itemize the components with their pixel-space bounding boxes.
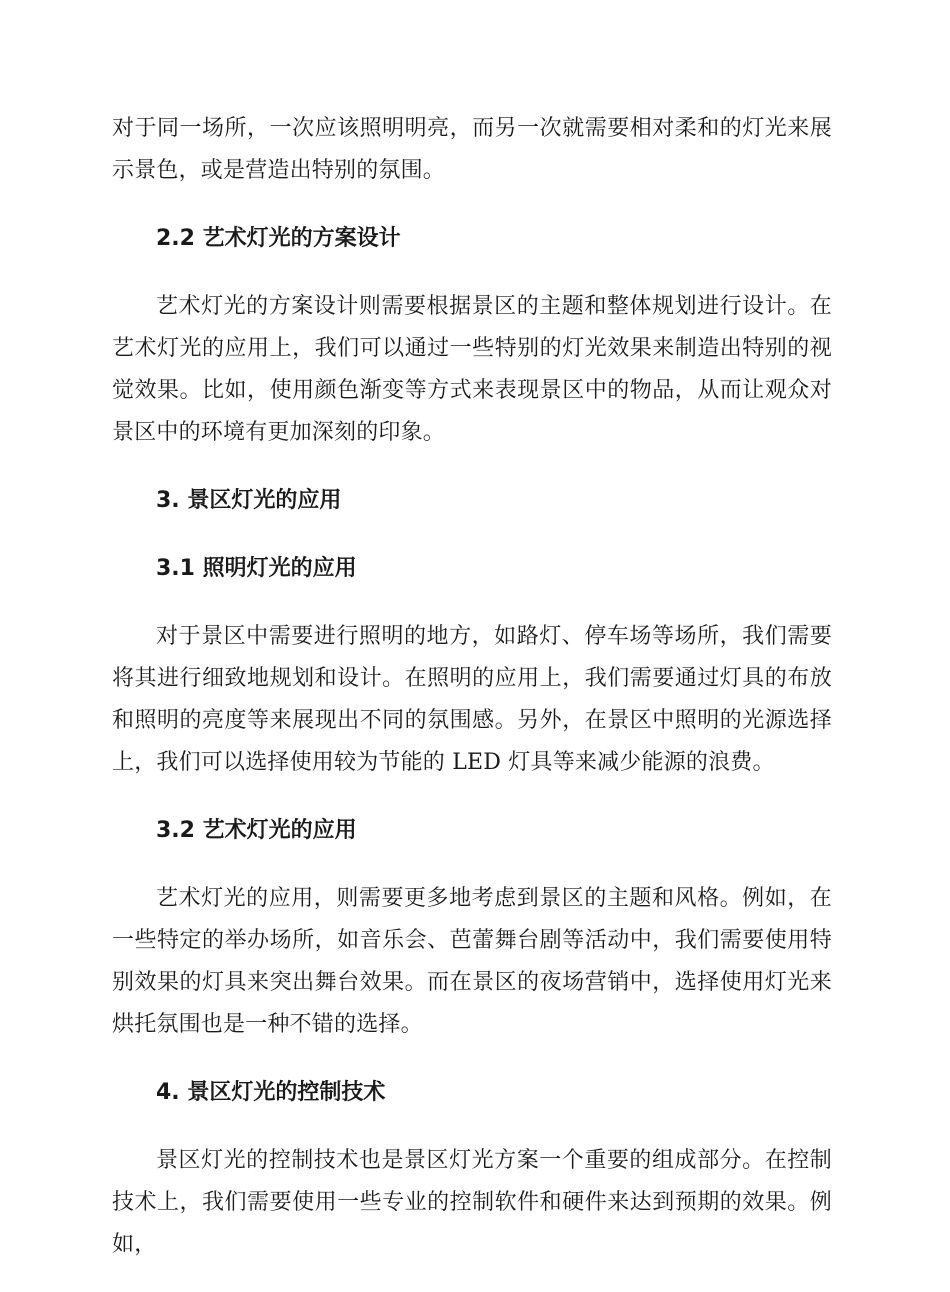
heading-3-1: 3.1 照明灯光的应用 [156, 556, 357, 581]
heading-3-2: 3.2 艺术灯光的应用 [156, 818, 357, 843]
paragraph-control-technology: 景区灯光的控制技术也是景区灯光方案一个重要的组成部分。在控制技术上，我们需要使用一些专业的控制软件和硬件来达到预期的效果。例如， [112, 1148, 832, 1257]
paragraph-art-lighting-design: 艺术灯光的方案设计则需要根据景区的主题和整体规划进行设计。在艺术灯光的应用上，我们可以通过一些特别的灯光效果来制造出特别的视觉效果。比如，使用颜色渐变等方式来表现景区中的物品，从而让观众对景区中的环境有更加深刻的印象。 [112, 294, 832, 445]
heading-2-2: 2.2 艺术灯光的方案设计 [156, 226, 401, 251]
paragraph-lighting-application: 对于景区中需要进行照明的地方，如路灯、停车场等场所，我们需要将其进行细致地规划和设计。在照明的应用上，我们需要通过灯具的布放和照明的亮度等来展现出不同的氛围感。另外，在景区中照明的光源选择上，我们可以选择使用较为节能的 LED 灯具等来减少能源的浪费。 [112, 624, 832, 775]
heading-3: 3. 景区灯光的应用 [156, 488, 342, 513]
paragraph-continuation: 对于同一场所，一次应该照明明亮，而另一次就需要相对柔和的灯光来展示景色，或是营造出特别的氛围。 [112, 116, 832, 183]
paragraph-art-lighting-application: 艺术灯光的应用，则需要更多地考虑到景区的主题和风格。例如，在一些特定的举办场所，如音乐会、芭蕾舞台剧等活动中，我们需要使用特别效果的灯具来突出舞台效果。而在景区的夜场营销中，选择使用灯光来烘托氛围也是一种不错的选择。 [112, 886, 832, 1037]
document-body [112, 108, 832, 1292]
heading-4: 4. 景区灯光的控制技术 [156, 1080, 386, 1105]
